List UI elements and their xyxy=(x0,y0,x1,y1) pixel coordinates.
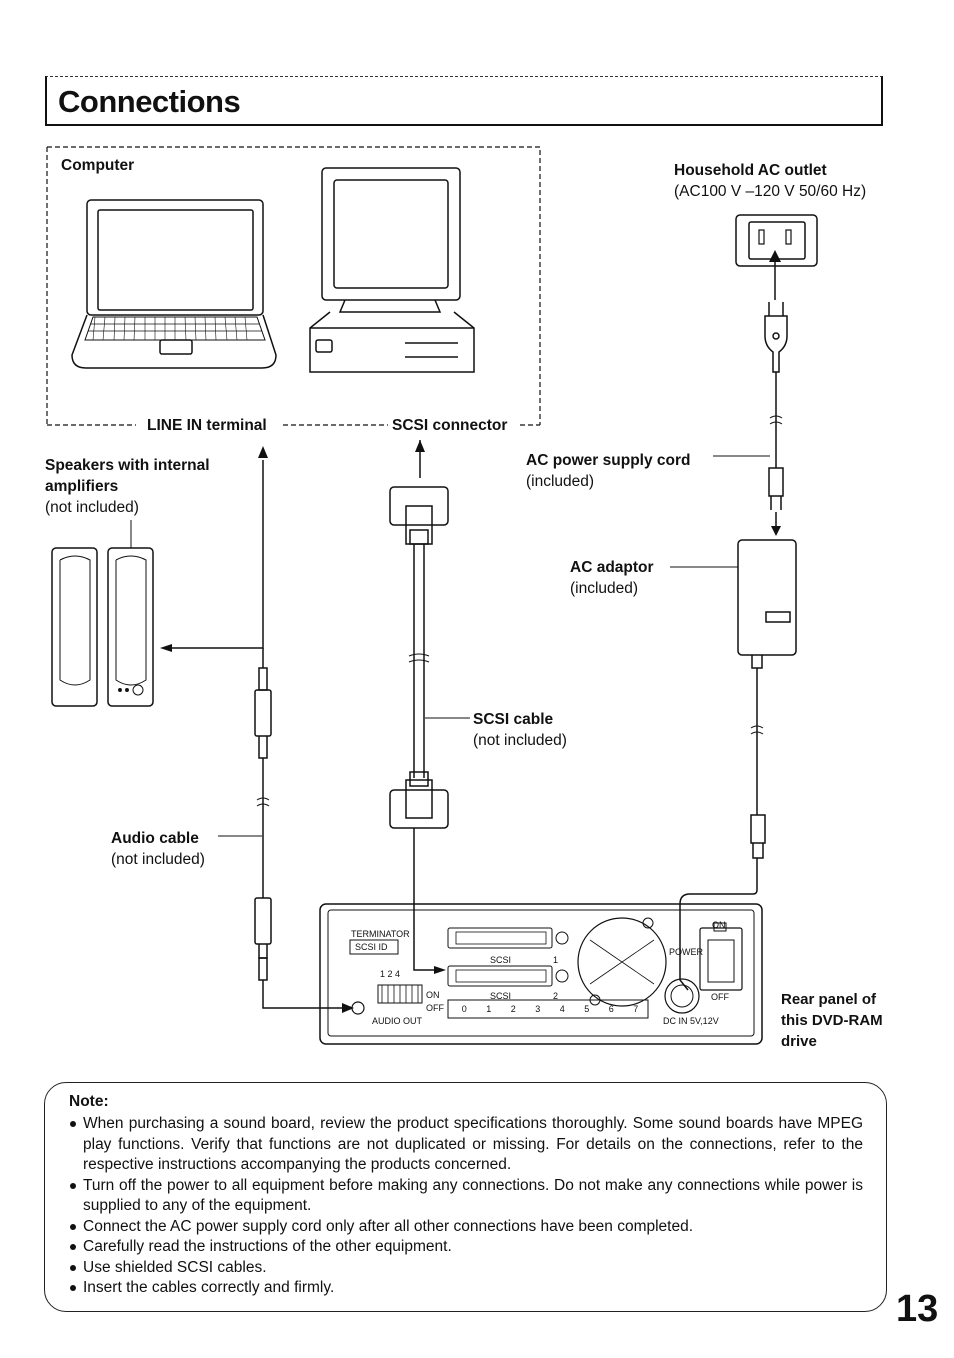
audio-plug-bottom-icon xyxy=(255,898,271,980)
line-in-terminal-label: LINE IN terminal xyxy=(143,415,271,436)
scsi2-number: 2 xyxy=(553,991,559,1001)
page-number: 13 xyxy=(896,1288,939,1330)
note-item: Connect the AC power supply cord only after all other connections have been completed. xyxy=(68,1217,863,1238)
power-label: POWER xyxy=(669,947,704,957)
scsi1-label: SCSI xyxy=(490,955,512,965)
note-list xyxy=(68,1114,863,1299)
scsi-id-label: SCSI ID xyxy=(355,942,388,952)
scsi-connector-label: SCSI connector xyxy=(392,417,508,434)
bullet-icon xyxy=(70,1183,76,1189)
scsi-id-scale xyxy=(452,1004,648,1014)
speakers-icon xyxy=(52,548,153,706)
scsi-cable-label: SCSI cable xyxy=(473,711,554,728)
ac-adaptor-note: (included) xyxy=(570,580,639,597)
audio-cable-note: (not included) xyxy=(111,851,205,868)
scsi-id-digits: 1 2 4 xyxy=(380,969,401,979)
scsi-id-scale-3: 3 xyxy=(535,1004,541,1014)
bullet-icon xyxy=(70,1121,76,1127)
desktop-computer-icon xyxy=(310,168,474,372)
scsi-id-scale-6: 6 xyxy=(608,1004,614,1014)
terminator-off-label: OFF xyxy=(426,1003,444,1013)
computer-enclosure xyxy=(47,147,540,425)
scsi-id-scale-2: 2 xyxy=(510,1004,516,1014)
ac-plug-icon xyxy=(765,302,787,372)
speakers-label: Speakers with internal amplifiers xyxy=(45,457,210,495)
ac-adaptor-label: AC adaptor xyxy=(570,559,654,576)
laptop-icon xyxy=(72,200,276,368)
note-item: When purchasing a sound board, review the product specifications thoroughly. Some sound boards have MPEG play functions. Verify that functions are not duplicated or missing. For details on the connections, refer to the respective instructions accompanying the products concerned. xyxy=(68,1114,863,1176)
scsi-cable-note: (not included) xyxy=(473,732,567,749)
scsi-connector-bottom-icon xyxy=(390,772,448,828)
household-outlet-spec: (AC100 V –120 V 50/60 Hz) xyxy=(674,183,867,200)
bullet-icon xyxy=(70,1265,76,1271)
scsi-id-scale-0: 0 xyxy=(461,1004,467,1014)
scsi-connector-top-icon xyxy=(390,487,448,544)
audio-cable-label: Audio cable xyxy=(111,830,199,847)
audio-out-label: AUDIO OUT xyxy=(372,1016,423,1026)
note-item: Carefully read the instructions of the other equipment. xyxy=(68,1237,863,1258)
page-title: Connections xyxy=(58,84,241,119)
scsi-id-scale-7: 7 xyxy=(633,1004,639,1014)
rear-panel-label: Rear panel of this DVD-RAM drive xyxy=(781,991,883,1050)
ac-power-cord-note: (included) xyxy=(526,473,595,490)
scsi1-number: 1 xyxy=(553,955,559,965)
household-outlet-label: Household AC outlet xyxy=(674,162,827,179)
terminator-on-label: ON xyxy=(426,990,440,1000)
scsi-id-scale-1: 1 xyxy=(486,1004,492,1014)
scsi-id-scale-4: 4 xyxy=(559,1004,565,1014)
terminator-label: TERMINATOR xyxy=(351,929,410,939)
dc-in-label: DC IN 5V,12V xyxy=(663,1016,719,1026)
bullet-icon xyxy=(70,1224,76,1230)
note-item: Turn off the power to all equipment before making any connections. Do not make any connections while power is supplied to any of the equipment. xyxy=(68,1176,863,1217)
computer-label: Computer xyxy=(61,157,135,174)
power-on-label: ON xyxy=(712,920,726,930)
note-item: Insert the cables correctly and firmly. xyxy=(68,1278,863,1299)
ac-adaptor-icon xyxy=(738,540,796,668)
note-title: Note: xyxy=(69,1093,109,1110)
note-item: Use shielded SCSI cables. xyxy=(68,1258,863,1279)
bullet-icon xyxy=(70,1244,76,1250)
audio-plug-top-icon xyxy=(255,648,271,758)
ac-power-cord-label: AC power supply cord xyxy=(526,452,691,469)
power-off-label: OFF xyxy=(711,992,729,1002)
scsi2-label: SCSI xyxy=(490,991,512,1001)
scsi-id-scale-5: 5 xyxy=(584,1004,590,1014)
speakers-note: (not included) xyxy=(45,499,139,516)
bullet-icon xyxy=(70,1285,76,1291)
